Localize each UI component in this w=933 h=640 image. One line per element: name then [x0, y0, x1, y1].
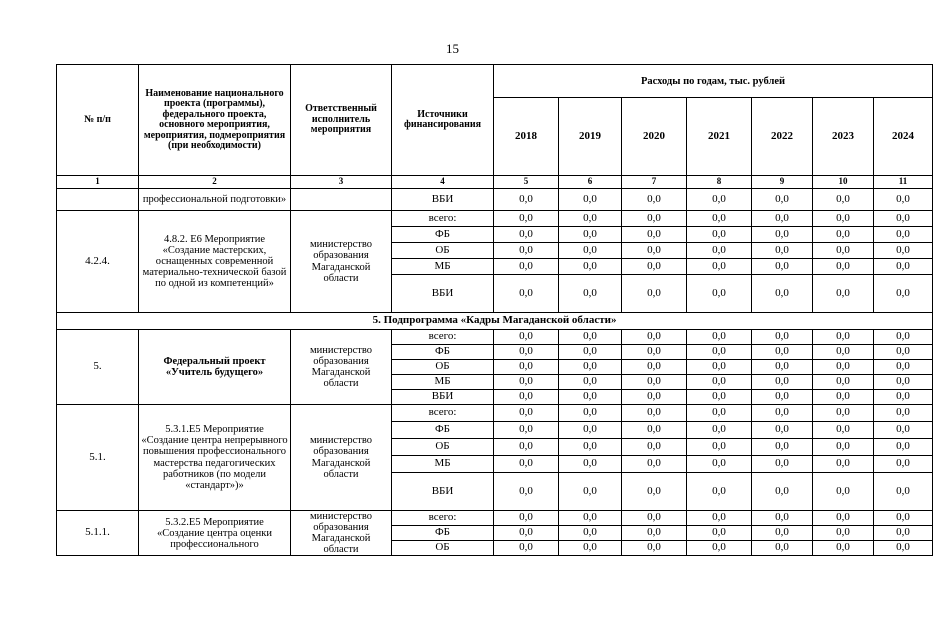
value-cell: 0,0 [622, 275, 687, 313]
value-cell: 0,0 [687, 526, 752, 541]
value-cell: 0,0 [687, 511, 752, 526]
value-cell: 0,0 [687, 360, 752, 375]
source-cell: всего: [392, 211, 494, 227]
value-cell: 0,0 [813, 456, 874, 473]
value-cell: 0,0 [687, 243, 752, 259]
value-cell: 0,0 [874, 189, 933, 211]
value-cell: 0,0 [752, 422, 813, 439]
source-cell: ФБ [392, 526, 494, 541]
value-cell: 0,0 [687, 405, 752, 422]
value-cell: 0,0 [687, 422, 752, 439]
row-name: 4.8.2. Е6 Мероприятие «Создание мастерских, оснащенных современной материально-технической базой по одной из компетенций» [139, 211, 291, 313]
value-cell: 0,0 [752, 243, 813, 259]
source-cell: всего: [392, 511, 494, 526]
value-cell: 0,0 [622, 473, 687, 511]
value-cell: 0,0 [622, 456, 687, 473]
value-cell: 0,0 [874, 456, 933, 473]
year-header: 2019 [559, 98, 622, 176]
value-cell: 0,0 [752, 456, 813, 473]
value-cell: 0,0 [687, 456, 752, 473]
value-cell: 0,0 [687, 345, 752, 360]
value-cell: 0,0 [813, 473, 874, 511]
value-cell: 0,0 [813, 243, 874, 259]
value-cell: 0,0 [874, 526, 933, 541]
source-cell: ФБ [392, 422, 494, 439]
value-cell: 0,0 [622, 511, 687, 526]
value-cell: 0,0 [687, 189, 752, 211]
column-index: 2 [139, 176, 291, 189]
row-name: Федеральный проект «Учитель будущего» [139, 330, 291, 405]
row-executor: министерство образования Магаданской области [291, 211, 392, 313]
value-cell: 0,0 [874, 227, 933, 243]
value-cell: 0,0 [874, 345, 933, 360]
value-cell: 0,0 [874, 422, 933, 439]
value-cell: 0,0 [494, 473, 559, 511]
value-cell: 0,0 [494, 227, 559, 243]
value-cell: 0,0 [752, 189, 813, 211]
row-executor: министерство образования Магаданской области [291, 405, 392, 511]
value-cell: 0,0 [752, 439, 813, 456]
source-cell: МБ [392, 456, 494, 473]
value-cell: 0,0 [494, 375, 559, 390]
value-cell: 0,0 [874, 243, 933, 259]
source-cell: всего: [392, 330, 494, 345]
value-cell: 0,0 [687, 330, 752, 345]
table-row [57, 330, 933, 345]
value-cell: 0,0 [494, 345, 559, 360]
value-cell: 0,0 [874, 541, 933, 556]
value-cell: 0,0 [874, 211, 933, 227]
value-cell: 0,0 [622, 345, 687, 360]
value-cell: 0,0 [559, 422, 622, 439]
table-row [57, 405, 933, 422]
value-cell: 0,0 [874, 330, 933, 345]
row-name: профессиональной подготовки» [139, 189, 291, 211]
value-cell: 0,0 [559, 330, 622, 345]
value-cell: 0,0 [559, 541, 622, 556]
value-cell: 0,0 [494, 275, 559, 313]
row-number: 5. [57, 330, 139, 405]
year-header: 2024 [874, 98, 933, 176]
column-index: 8 [687, 176, 752, 189]
source-cell: ВБИ [392, 390, 494, 405]
value-cell: 0,0 [687, 541, 752, 556]
value-cell: 0,0 [813, 345, 874, 360]
value-cell: 0,0 [494, 405, 559, 422]
row-number: 5.1.1. [57, 511, 139, 556]
column-index: 10 [813, 176, 874, 189]
value-cell: 0,0 [622, 330, 687, 345]
value-cell: 0,0 [494, 189, 559, 211]
value-cell: 0,0 [752, 541, 813, 556]
value-cell: 0,0 [559, 390, 622, 405]
value-cell: 0,0 [622, 439, 687, 456]
source-cell: ВБИ [392, 275, 494, 313]
value-cell: 0,0 [874, 390, 933, 405]
value-cell: 0,0 [874, 275, 933, 313]
value-cell: 0,0 [559, 360, 622, 375]
value-cell: 0,0 [559, 375, 622, 390]
source-cell: МБ [392, 375, 494, 390]
source-cell: ФБ [392, 345, 494, 360]
source-cell: ВБИ [392, 189, 494, 211]
value-cell: 0,0 [622, 390, 687, 405]
value-cell: 0,0 [622, 541, 687, 556]
value-cell: 0,0 [752, 511, 813, 526]
column-index: 9 [752, 176, 813, 189]
value-cell: 0,0 [687, 439, 752, 456]
value-cell: 0,0 [813, 360, 874, 375]
value-cell: 0,0 [559, 439, 622, 456]
value-cell: 0,0 [494, 211, 559, 227]
value-cell: 0,0 [622, 259, 687, 275]
value-cell: 0,0 [559, 275, 622, 313]
row-executor: министерство образования Магаданской области [291, 330, 392, 405]
header-executor: Ответственный исполнитель мероприятия [291, 65, 392, 176]
value-cell: 0,0 [559, 405, 622, 422]
block-5-1 [57, 405, 933, 511]
value-cell: 0,0 [622, 227, 687, 243]
year-header: 2022 [752, 98, 813, 176]
source-cell: ОБ [392, 360, 494, 375]
value-cell: 0,0 [752, 473, 813, 511]
value-cell: 0,0 [622, 360, 687, 375]
index-row [57, 176, 933, 189]
column-index: 5 [494, 176, 559, 189]
value-cell: 0,0 [752, 345, 813, 360]
source-cell: ОБ [392, 439, 494, 456]
value-cell: 0,0 [494, 360, 559, 375]
column-index: 6 [559, 176, 622, 189]
value-cell: 0,0 [752, 259, 813, 275]
value-cell: 0,0 [494, 390, 559, 405]
value-cell: 0,0 [622, 211, 687, 227]
source-cell: ВБИ [392, 473, 494, 511]
source-cell: всего: [392, 405, 494, 422]
value-cell: 0,0 [494, 439, 559, 456]
value-cell: 0,0 [559, 259, 622, 275]
value-cell: 0,0 [813, 405, 874, 422]
column-index: 4 [392, 176, 494, 189]
value-cell: 0,0 [813, 541, 874, 556]
value-cell: 0,0 [494, 526, 559, 541]
value-cell: 0,0 [622, 243, 687, 259]
row-name: 5.3.1.Е5 Мероприятие «Создание центра непрерывного повышения профессионального мастерства педагогических работников (по модели «стандарт»)» [139, 405, 291, 511]
row-number: 4.2.4. [57, 211, 139, 313]
value-cell: 0,0 [559, 227, 622, 243]
value-cell: 0,0 [874, 360, 933, 375]
header-name: Наименование национального проекта (программы), федерального проекта, основного мероприятия, мероприятия, подмероприятия (при необходимости) [139, 65, 291, 176]
value-cell: 0,0 [687, 211, 752, 227]
value-cell: 0,0 [559, 243, 622, 259]
value-cell: 0,0 [752, 211, 813, 227]
value-cell: 0,0 [752, 330, 813, 345]
source-cell: ФБ [392, 227, 494, 243]
header-source: Источники финансирования [392, 65, 494, 176]
value-cell: 0,0 [687, 390, 752, 405]
value-cell: 0,0 [813, 259, 874, 275]
table-row [57, 211, 933, 227]
value-cell: 0,0 [752, 390, 813, 405]
value-cell: 0,0 [813, 227, 874, 243]
column-index: 1 [57, 176, 139, 189]
value-cell: 0,0 [813, 275, 874, 313]
row-name: 5.3.2.Е5 Мероприятие «Создание центра оценки профессионального [139, 511, 291, 556]
page-number: 15 [446, 41, 459, 56]
value-cell: 0,0 [813, 422, 874, 439]
value-cell: 0,0 [874, 259, 933, 275]
row-number: 5.1. [57, 405, 139, 511]
year-header: 2020 [622, 98, 687, 176]
value-cell: 0,0 [874, 375, 933, 390]
source-cell: ОБ [392, 541, 494, 556]
value-cell: 0,0 [494, 511, 559, 526]
value-cell: 0,0 [813, 390, 874, 405]
value-cell: 0,0 [687, 227, 752, 243]
value-cell: 0,0 [494, 243, 559, 259]
header-expenses: Расходы по годам, тыс. рублей [494, 65, 933, 98]
value-cell: 0,0 [559, 511, 622, 526]
header-num: № п/п [57, 65, 139, 176]
value-cell: 0,0 [494, 541, 559, 556]
table-row [57, 189, 933, 211]
value-cell: 0,0 [752, 275, 813, 313]
value-cell: 0,0 [813, 375, 874, 390]
value-cell: 0,0 [559, 189, 622, 211]
value-cell: 0,0 [687, 259, 752, 275]
value-cell: 0,0 [687, 375, 752, 390]
value-cell: 0,0 [687, 473, 752, 511]
value-cell: 0,0 [494, 456, 559, 473]
value-cell: 0,0 [874, 511, 933, 526]
year-header: 2018 [494, 98, 559, 176]
value-cell: 0,0 [813, 189, 874, 211]
block-4-2-4 [57, 211, 933, 313]
value-cell: 0,0 [813, 526, 874, 541]
value-cell: 0,0 [752, 375, 813, 390]
value-cell: 0,0 [813, 211, 874, 227]
year-header: 2023 [813, 98, 874, 176]
block-5 [57, 330, 933, 405]
value-cell: 0,0 [559, 345, 622, 360]
value-cell: 0,0 [559, 456, 622, 473]
column-index: 7 [622, 176, 687, 189]
value-cell: 0,0 [813, 439, 874, 456]
value-cell: 0,0 [622, 189, 687, 211]
section-title: 5. Подпрограмма «Кадры Магаданской области» [57, 313, 933, 330]
value-cell: 0,0 [813, 330, 874, 345]
value-cell: 0,0 [494, 422, 559, 439]
value-cell: 0,0 [874, 439, 933, 456]
value-cell: 0,0 [559, 526, 622, 541]
value-cell: 0,0 [874, 405, 933, 422]
column-index: 3 [291, 176, 392, 189]
value-cell: 0,0 [813, 511, 874, 526]
value-cell: 0,0 [874, 473, 933, 511]
value-cell: 0,0 [752, 360, 813, 375]
value-cell: 0,0 [622, 526, 687, 541]
value-cell: 0,0 [494, 330, 559, 345]
year-header: 2021 [687, 98, 752, 176]
value-cell: 0,0 [559, 211, 622, 227]
source-cell: МБ [392, 259, 494, 275]
value-cell: 0,0 [687, 275, 752, 313]
column-index: 11 [874, 176, 933, 189]
value-cell: 0,0 [752, 405, 813, 422]
value-cell: 0,0 [494, 259, 559, 275]
value-cell: 0,0 [622, 405, 687, 422]
table-row [57, 511, 933, 526]
value-cell: 0,0 [752, 526, 813, 541]
budget-table [56, 64, 933, 556]
value-cell: 0,0 [559, 473, 622, 511]
block-5-1-1 [57, 511, 933, 556]
value-cell: 0,0 [752, 227, 813, 243]
row-executor: министерство образования Магаданской области [291, 511, 392, 556]
value-cell: 0,0 [622, 422, 687, 439]
section-row [57, 313, 933, 330]
value-cell: 0,0 [622, 375, 687, 390]
source-cell: ОБ [392, 243, 494, 259]
